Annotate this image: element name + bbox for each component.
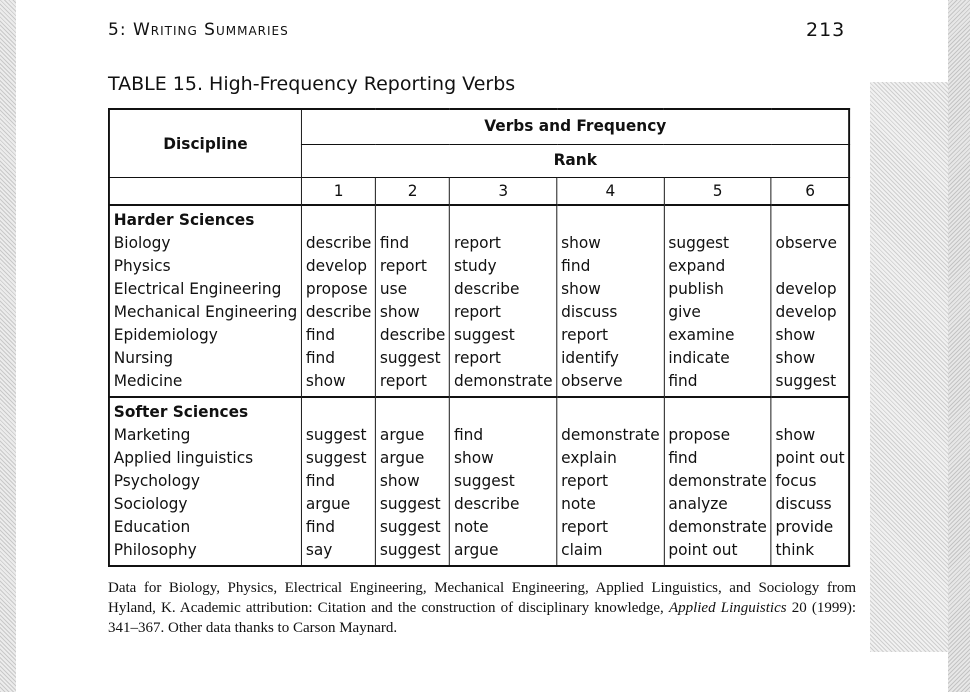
verb-cell: publish bbox=[668, 279, 724, 298]
verb-cell: demonstrate bbox=[668, 517, 767, 536]
verb-cell: discuss bbox=[775, 494, 832, 513]
rank-4-column bbox=[557, 205, 664, 397]
group-harder-sciences bbox=[109, 205, 850, 397]
verb-cell: report bbox=[561, 517, 609, 536]
rank-3: 3 bbox=[450, 178, 557, 206]
verb-cell: give bbox=[668, 302, 701, 321]
page-edge-left bbox=[0, 0, 16, 692]
discipline-name: Biology bbox=[113, 233, 171, 252]
verb-cell: suggest bbox=[775, 371, 837, 390]
footnote-text: Data for Biology, Physics, Electrical Engineering, Mechanical Engineering, Applied Linguistics, and Sociology from Hyland, K. Academic attribution: Citation and the construction of disciplinary knowledge, bbox=[108, 580, 856, 616]
discipline-name: Education bbox=[113, 517, 191, 536]
verb-cell: expand bbox=[668, 256, 726, 275]
verb-cell: find bbox=[305, 471, 336, 490]
verb-cell: suggest bbox=[454, 471, 515, 490]
verb-cell: argue bbox=[454, 540, 499, 559]
page-edge-right bbox=[870, 82, 948, 652]
reporting-verbs-table bbox=[108, 108, 850, 567]
rank-5-column bbox=[664, 397, 771, 566]
discipline-name: Applied linguistics bbox=[113, 448, 254, 467]
verb-cell: argue bbox=[379, 425, 425, 444]
verb-cell: say bbox=[305, 540, 333, 559]
verb-cell: find bbox=[305, 348, 336, 367]
verb-cell: analyze bbox=[668, 494, 728, 513]
verb-cell: show bbox=[775, 325, 816, 344]
discipline-name: Sociology bbox=[113, 494, 188, 513]
verb-cell: argue bbox=[305, 494, 351, 513]
verb-cell: propose bbox=[668, 425, 731, 444]
rank-4: 4 bbox=[557, 178, 664, 206]
verb-cell: find bbox=[305, 325, 336, 344]
rank-3-column bbox=[450, 205, 557, 397]
verb-cell bbox=[775, 254, 844, 277]
verb-cell: find bbox=[305, 517, 336, 536]
discipline-name: Marketing bbox=[113, 425, 191, 444]
rank-2-column bbox=[376, 397, 450, 566]
group-softer-sciences bbox=[109, 397, 850, 566]
table-source-footnote bbox=[108, 578, 856, 638]
verb-cell: describe bbox=[454, 494, 520, 513]
verb-cell: find bbox=[561, 256, 591, 275]
verb-cell: suggest bbox=[305, 425, 367, 444]
verb-cell: point out bbox=[775, 448, 845, 467]
verb-cell: report bbox=[454, 233, 501, 252]
rank-4-column bbox=[557, 397, 664, 566]
discipline-name: Physics bbox=[113, 256, 171, 275]
verb-cell: identify bbox=[561, 348, 619, 367]
verb-cell: note bbox=[561, 494, 596, 513]
verb-cell: report bbox=[561, 325, 609, 344]
group-label: Softer Sciences bbox=[113, 402, 249, 421]
verb-cell: claim bbox=[561, 540, 603, 559]
rank-number-row bbox=[109, 178, 850, 206]
verb-cell: find bbox=[454, 425, 484, 444]
verbs-frequency-header: Verbs and Frequency bbox=[484, 116, 667, 135]
verb-cell: think bbox=[775, 540, 815, 559]
rank-6-column bbox=[771, 205, 849, 397]
discipline-header: Discipline bbox=[109, 109, 302, 178]
verb-cell: show bbox=[561, 279, 601, 298]
verb-cell: suggest bbox=[379, 494, 441, 513]
discipline-name: Electrical Engineering bbox=[113, 279, 282, 298]
discipline-name: Epidemiology bbox=[113, 325, 218, 344]
verb-cell: use bbox=[379, 279, 408, 298]
rank-header: Rank bbox=[302, 145, 850, 178]
verb-cell: explain bbox=[561, 448, 617, 467]
group-label: Harder Sciences bbox=[113, 210, 255, 229]
verb-cell: develop bbox=[775, 279, 837, 298]
verb-cell: point out bbox=[668, 540, 738, 559]
verb-cell: describe bbox=[305, 302, 372, 321]
verb-cell: demonstrate bbox=[454, 371, 553, 390]
verb-cell: suggest bbox=[305, 448, 367, 467]
verb-cell: describe bbox=[305, 233, 372, 252]
verb-cell: find bbox=[379, 233, 410, 252]
verb-cell: demonstrate bbox=[668, 471, 767, 490]
verb-cell: report bbox=[561, 471, 609, 490]
verb-cell: demonstrate bbox=[561, 425, 660, 444]
verb-cell: report bbox=[454, 302, 501, 321]
verb-cell: describe bbox=[379, 325, 446, 344]
verb-cell: observe bbox=[561, 371, 623, 390]
verb-cell: suggest bbox=[668, 233, 730, 252]
rank-1: 1 bbox=[302, 178, 376, 206]
verb-cell: examine bbox=[668, 325, 735, 344]
verb-cell: develop bbox=[305, 256, 368, 275]
verb-cell: provide bbox=[775, 517, 834, 536]
verb-cell: show bbox=[561, 233, 601, 252]
verb-cell: report bbox=[379, 371, 427, 390]
discipline-name: Philosophy bbox=[113, 540, 197, 559]
rank-5: 5 bbox=[664, 178, 771, 206]
verb-cell: show bbox=[775, 348, 816, 367]
discipline-name: Mechanical Engineering bbox=[113, 302, 298, 321]
verb-cell: argue bbox=[379, 448, 425, 467]
verb-cell: suggest bbox=[379, 348, 441, 367]
rank-1-column bbox=[302, 397, 376, 566]
verb-cell: describe bbox=[454, 279, 520, 298]
verb-cell: suggest bbox=[454, 325, 515, 344]
verb-cell: indicate bbox=[668, 348, 730, 367]
verb-cell: show bbox=[775, 425, 816, 444]
rank-3-column bbox=[450, 397, 557, 566]
rank-1-column bbox=[302, 205, 376, 397]
journal-title: Applied Linguistics bbox=[668, 600, 787, 616]
page-edge-far bbox=[948, 0, 970, 692]
verb-cell: observe bbox=[775, 233, 837, 252]
verb-cell: report bbox=[454, 348, 501, 367]
verb-cell: show bbox=[379, 302, 420, 321]
discipline-name: Psychology bbox=[113, 471, 200, 490]
table-title: TABLE 15. High-Frequency Reporting Verbs bbox=[108, 73, 516, 95]
rank-6: 6 bbox=[771, 178, 849, 206]
verb-cell: develop bbox=[775, 302, 837, 321]
discipline-column bbox=[109, 205, 302, 397]
verb-cell: discuss bbox=[561, 302, 618, 321]
footnote-citation: 20 (1999): 341–367. Other data thanks to Carson Maynard. bbox=[108, 600, 857, 636]
rank-6-column bbox=[771, 397, 849, 566]
verb-cell: report bbox=[379, 256, 427, 275]
verb-cell: show bbox=[454, 448, 494, 467]
verb-cell: show bbox=[305, 371, 346, 390]
rank-2-column bbox=[376, 205, 450, 397]
discipline-name: Nursing bbox=[113, 348, 174, 367]
discipline-name: Medicine bbox=[113, 371, 183, 390]
verb-cell: suggest bbox=[379, 517, 441, 536]
verb-cell: study bbox=[454, 256, 497, 275]
discipline-column bbox=[109, 397, 302, 566]
rank-5-column bbox=[664, 205, 771, 397]
chapter-header: 5: Writing Summaries bbox=[108, 20, 289, 40]
page-number: 213 bbox=[806, 19, 846, 41]
verb-cell: suggest bbox=[379, 540, 441, 559]
verb-cell: propose bbox=[305, 279, 368, 298]
verb-cell: find bbox=[668, 371, 698, 390]
verb-cell: note bbox=[454, 517, 489, 536]
rank-2: 2 bbox=[376, 178, 450, 206]
verb-cell: focus bbox=[775, 471, 817, 490]
verb-cell: show bbox=[379, 471, 420, 490]
verb-cell: find bbox=[668, 448, 698, 467]
